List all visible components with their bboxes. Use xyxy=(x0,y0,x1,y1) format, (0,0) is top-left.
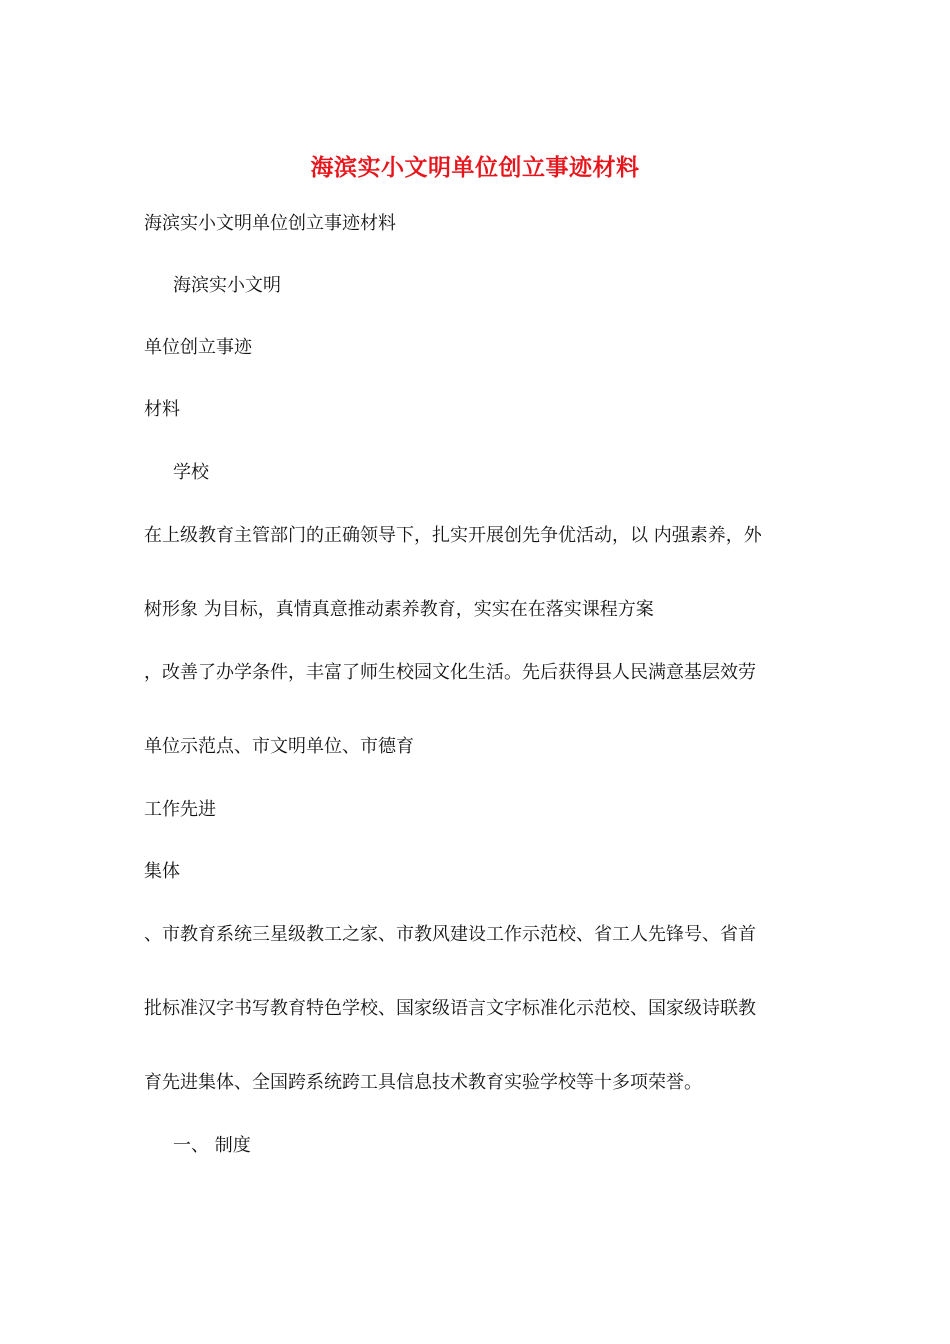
text-line: 工作先进 xyxy=(144,799,216,820)
text-line: ，改善了办学条件，丰富了师生校园文化生活。先后获得县人民满意基层效劳 xyxy=(144,662,756,683)
text-line: 树形象 为目标，真情真意推动素养教育，实实在在落实课程方案 xyxy=(144,599,654,620)
text-line: 批标准汉字书写教育特色学校、国家级语言文字标准化示范校、国家级诗联教 xyxy=(144,998,756,1019)
text-line: 海滨实小文明单位创立事迹材料 xyxy=(144,213,396,234)
text-line: 学校 xyxy=(173,462,209,483)
text-line: 单位创立事迹 xyxy=(144,337,252,358)
text-line: 单位示范点、市文明单位、市德育 xyxy=(144,736,414,757)
text-line: 育先进集体、全国跨系统跨工具信息技术教育实验学校等十多项荣誉。 xyxy=(144,1072,702,1093)
text-line: 集体 xyxy=(144,861,180,882)
text-line: 、市教育系统三星级教工之家、市教风建设工作示范校、省工人先锋号、省首 xyxy=(144,924,756,945)
text-line: 材料 xyxy=(144,399,180,420)
text-line: 在上级教育主管部门的正确领导下，扎实开展创先争优活动，以 内强素养，外 xyxy=(144,525,762,546)
text-line: 海滨实小文明 xyxy=(173,275,281,296)
section-heading: 一、 制度 xyxy=(173,1135,251,1156)
document-title: 海滨实小文明单位创立事迹材料 xyxy=(310,154,640,181)
